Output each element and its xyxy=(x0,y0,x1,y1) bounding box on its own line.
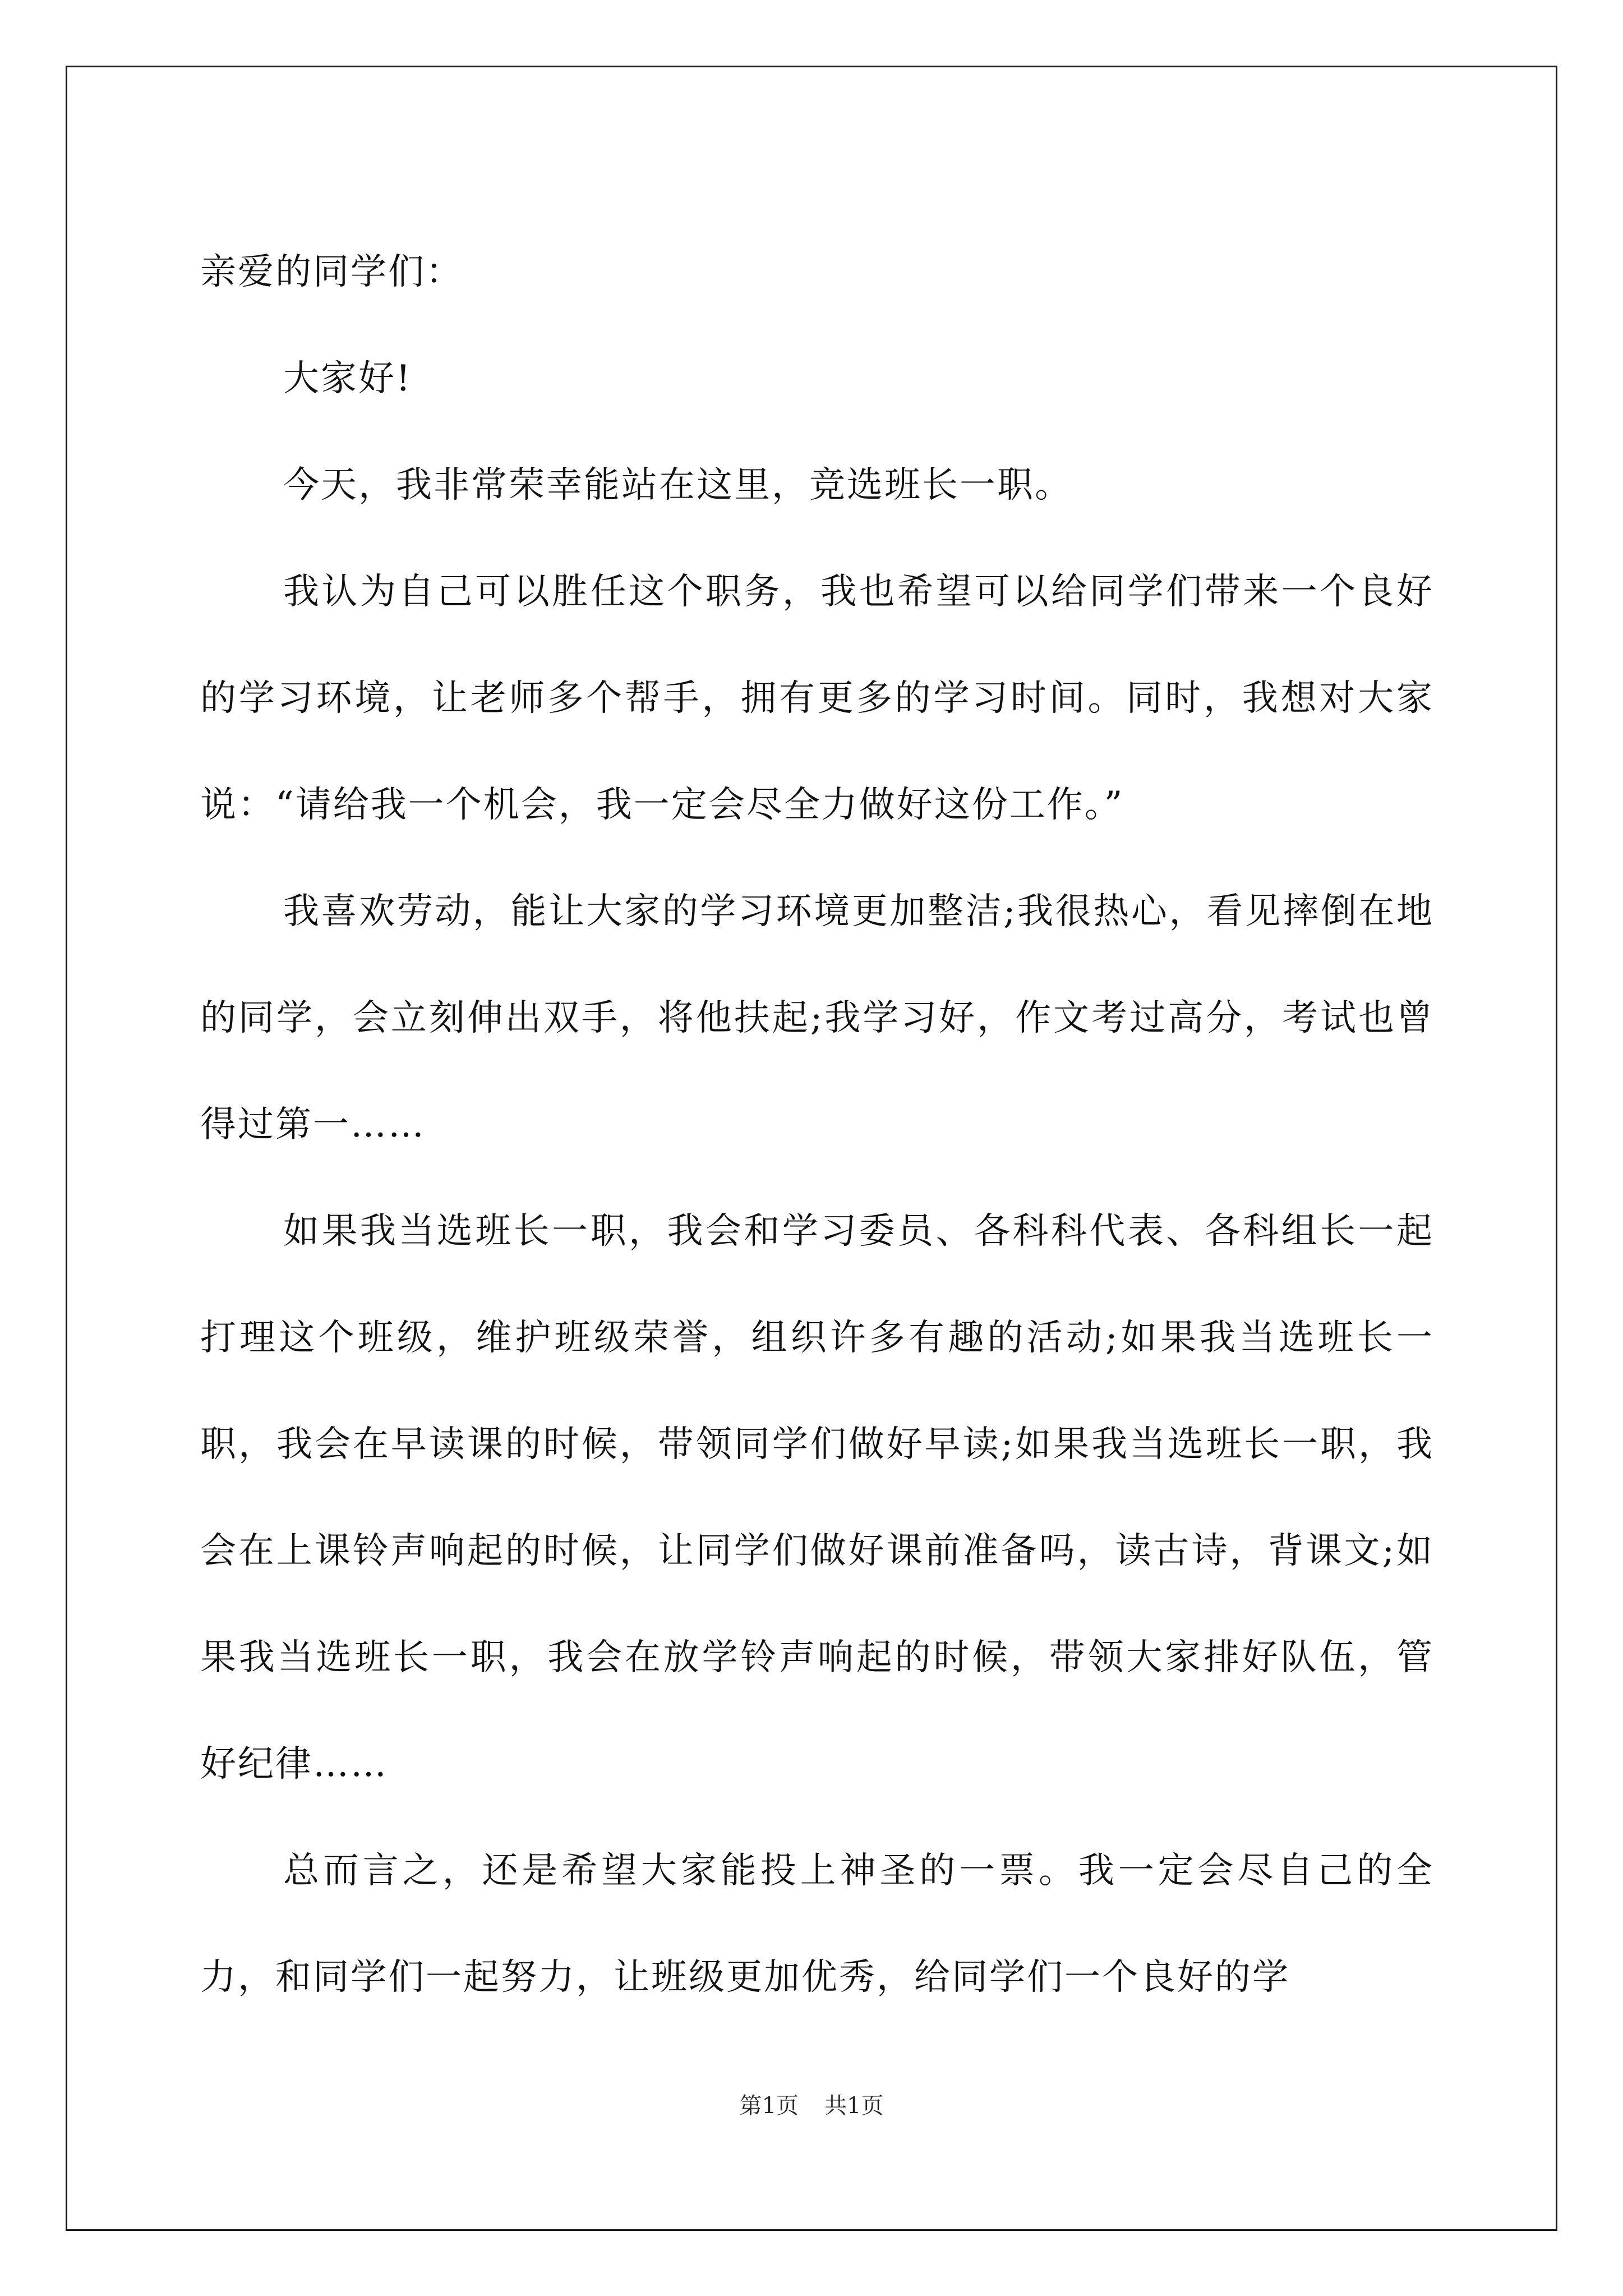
paragraph-qualification: 我认为自己可以胜任这个职务，我也希望可以给同学们带来一个良好的学习环境，让老师多个帮手，拥有更多的学习时间。同时，我想对大家说：“请给我一个机会，我一定会尽全力做好这份工作。” xyxy=(200,571,1434,826)
paragraph-greeting: 大家好! xyxy=(283,358,412,399)
page-number: 第1页 xyxy=(739,2093,799,2119)
paragraph-plans: 如果我当选班长一职，我会和学习委员、各科科代表、各科组长一起打理这个班级，维护班级荣誉，组织许多有趣的活动;如果我当选班长一职，我会在早读课的时候，带领同学们做好早读;如果我当选班长一职，我会在上课铃声响起的时候，让同学们做好课前准备吗，读古诗，背课文;如果我当选班长一职，我会在放学铃声响起的时候，带领大家排好队伍，管好纪律…… xyxy=(200,1211,1434,1785)
paragraph-conclusion: 总而言之，还是希望大家能投上神圣的一票。我一定会尽自己的全力，和同学们一起努力，让班级更加优秀，给同学们一个良好的学 xyxy=(200,1850,1434,1998)
page-total: 共1页 xyxy=(824,2093,884,2119)
document-body xyxy=(200,219,1434,2031)
page-footer xyxy=(0,2088,1623,2120)
paragraph-intro: 今天，我非常荣幸能站在这里，竞选班长一职。 xyxy=(283,464,1072,506)
salutation: 亲爱的同学们： xyxy=(200,251,463,293)
paragraph-strengths: 我喜欢劳动，能让大家的学习环境更加整洁;我很热心，看见摔倒在地的同学，会立刻伸出双手，将他扶起;我学习好，作文考过高分，考试也曾得过第一…… xyxy=(200,891,1434,1145)
